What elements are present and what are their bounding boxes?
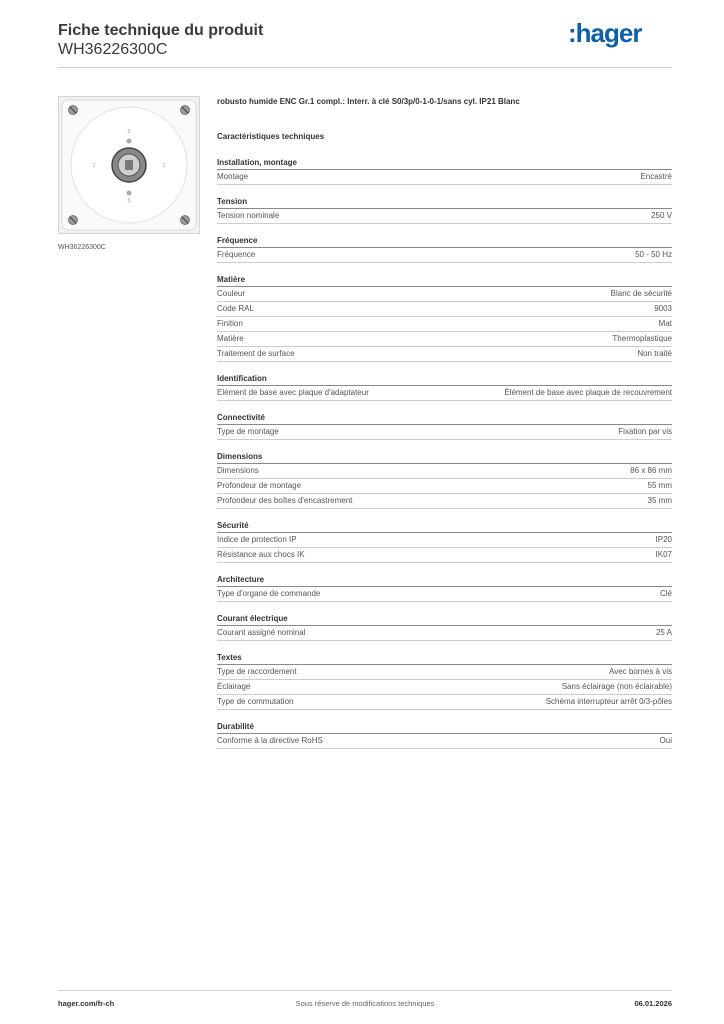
spec-heading: Caractéristiques techniques bbox=[217, 132, 325, 141]
spec-label: Type d'organe de commande bbox=[217, 589, 321, 598]
spec-row bbox=[217, 425, 672, 440]
spec-row bbox=[217, 494, 672, 509]
spec-row bbox=[217, 548, 672, 563]
section-title: Architecture bbox=[217, 574, 672, 587]
spec-value: 50 - 50 Hz bbox=[635, 250, 672, 259]
spec-row bbox=[217, 665, 672, 680]
spec-label: Résistance aux chocs IK bbox=[217, 550, 305, 559]
spec-row bbox=[217, 695, 672, 710]
spec-row bbox=[217, 317, 672, 332]
spec-section bbox=[217, 157, 672, 185]
spec-value: Fixation par vis bbox=[618, 427, 672, 436]
spec-section bbox=[217, 613, 672, 641]
product-code: WH36226300C bbox=[58, 41, 168, 58]
spec-value: Avec bornes à vis bbox=[609, 667, 672, 676]
spec-label: Finition bbox=[217, 319, 243, 328]
spec-label: Conforme à la directive RoHS bbox=[217, 736, 323, 745]
spec-value: 250 V bbox=[651, 211, 672, 220]
footer-divider bbox=[58, 990, 672, 991]
spec-section bbox=[217, 235, 672, 263]
section-title: Courant électrique bbox=[217, 613, 672, 626]
spec-row bbox=[217, 680, 672, 695]
svg-text:0: 0 bbox=[127, 198, 131, 204]
spec-row bbox=[217, 248, 672, 263]
image-caption: WH36226300C bbox=[58, 244, 106, 251]
spec-value: Élément de base avec plaque de recouvrement bbox=[504, 388, 672, 397]
spec-value: Schéma interrupteur arrêt 0/3-pôles bbox=[545, 697, 672, 706]
spec-row bbox=[217, 386, 672, 401]
footer-date: 06.01.2026 bbox=[634, 999, 672, 1008]
spec-label: Elément de base avec plaque d'adaptateur bbox=[217, 388, 369, 397]
spec-row bbox=[217, 479, 672, 494]
spec-label: Traitement de surface bbox=[217, 349, 295, 358]
section-title: Durabilité bbox=[217, 721, 672, 734]
spec-value: Blanc de sécurité bbox=[610, 289, 672, 298]
spec-section bbox=[217, 412, 672, 440]
spec-label: Type de commutation bbox=[217, 697, 294, 706]
spec-value: Encastré bbox=[640, 172, 672, 181]
spec-row bbox=[217, 734, 672, 749]
spec-content bbox=[217, 96, 672, 760]
spec-label: Couleur bbox=[217, 289, 246, 298]
spec-label: Profondeur des boîtes d'encastrement bbox=[217, 496, 353, 505]
spec-row bbox=[217, 626, 672, 641]
spec-row bbox=[217, 209, 672, 224]
spec-row bbox=[217, 170, 672, 185]
spec-section bbox=[217, 652, 672, 710]
spec-row bbox=[217, 302, 672, 317]
spec-row bbox=[217, 332, 672, 347]
product-image bbox=[58, 96, 200, 234]
section-title: Sécurité bbox=[217, 520, 672, 533]
svg-text:1: 1 bbox=[92, 163, 96, 169]
spec-sections bbox=[217, 157, 672, 749]
spec-value: 55 mm bbox=[647, 481, 672, 490]
section-title: Installation, montage bbox=[217, 157, 672, 170]
spec-value: Clé bbox=[659, 589, 672, 598]
spec-label: Tension nominale bbox=[217, 211, 280, 220]
spec-row bbox=[217, 587, 672, 602]
svg-text:0: 0 bbox=[127, 129, 131, 135]
spec-value: Oui bbox=[659, 736, 672, 745]
spec-section bbox=[217, 574, 672, 602]
spec-section bbox=[217, 196, 672, 224]
spec-label: Code RAL bbox=[217, 304, 254, 313]
spec-value: 35 mm bbox=[647, 496, 672, 505]
page-footer bbox=[58, 996, 672, 1010]
header-divider bbox=[58, 67, 672, 68]
spec-value: Mat bbox=[658, 319, 672, 328]
spec-row bbox=[217, 287, 672, 302]
spec-value: Sans éclairage (non éclairable) bbox=[561, 682, 672, 691]
product-description: robusto humide ENC Gr.1 compl.: Interr. à clé S0/3p/0-1-0-1/sans cyl. IP21 Blanc bbox=[217, 97, 520, 106]
spec-label: Type de raccordement bbox=[217, 667, 297, 676]
page-header bbox=[58, 20, 672, 70]
spec-row bbox=[217, 464, 672, 479]
spec-value: IP20 bbox=[655, 535, 672, 544]
spec-label: Dimensions bbox=[217, 466, 259, 475]
svg-text:1: 1 bbox=[162, 163, 166, 169]
document-title: Fiche technique du produit bbox=[58, 22, 264, 39]
spec-section bbox=[217, 451, 672, 509]
spec-row bbox=[217, 347, 672, 362]
spec-label: Courant assigné nominal bbox=[217, 628, 306, 637]
spec-label: Indice de protection IP bbox=[217, 535, 297, 544]
section-title: Tension bbox=[217, 196, 672, 209]
section-title: Matière bbox=[217, 274, 672, 287]
section-title: Identification bbox=[217, 373, 672, 386]
section-title: Connectivité bbox=[217, 412, 672, 425]
spec-section bbox=[217, 721, 672, 749]
spec-value: 86 x 86 mm bbox=[630, 466, 672, 475]
footer-website[interactable]: hager.com/fr-ch bbox=[58, 999, 115, 1008]
spec-label: Montage bbox=[217, 172, 249, 181]
section-title: Dimensions bbox=[217, 451, 672, 464]
footer-notice: Sous réserve de modifications techniques bbox=[295, 999, 435, 1008]
spec-label: Matière bbox=[217, 334, 244, 343]
logo-text: :hager bbox=[568, 20, 642, 48]
spec-label: Profondeur de montage bbox=[217, 481, 302, 490]
spec-section bbox=[217, 373, 672, 401]
section-title: Fréquence bbox=[217, 235, 672, 248]
hager-logo bbox=[568, 20, 654, 48]
spec-value: 25 A bbox=[655, 628, 672, 637]
spec-row bbox=[217, 533, 672, 548]
spec-label: Type de montage bbox=[217, 427, 279, 436]
spec-section bbox=[217, 520, 672, 563]
section-title: Textes bbox=[217, 652, 672, 665]
spec-value: Thermoplastique bbox=[612, 334, 672, 343]
spec-label: Fréquence bbox=[217, 250, 256, 259]
spec-value: 9003 bbox=[654, 304, 672, 313]
spec-label: Éclairage bbox=[217, 682, 251, 691]
spec-section bbox=[217, 274, 672, 362]
spec-value: Non traité bbox=[637, 349, 672, 358]
spec-value: IK07 bbox=[655, 550, 672, 559]
